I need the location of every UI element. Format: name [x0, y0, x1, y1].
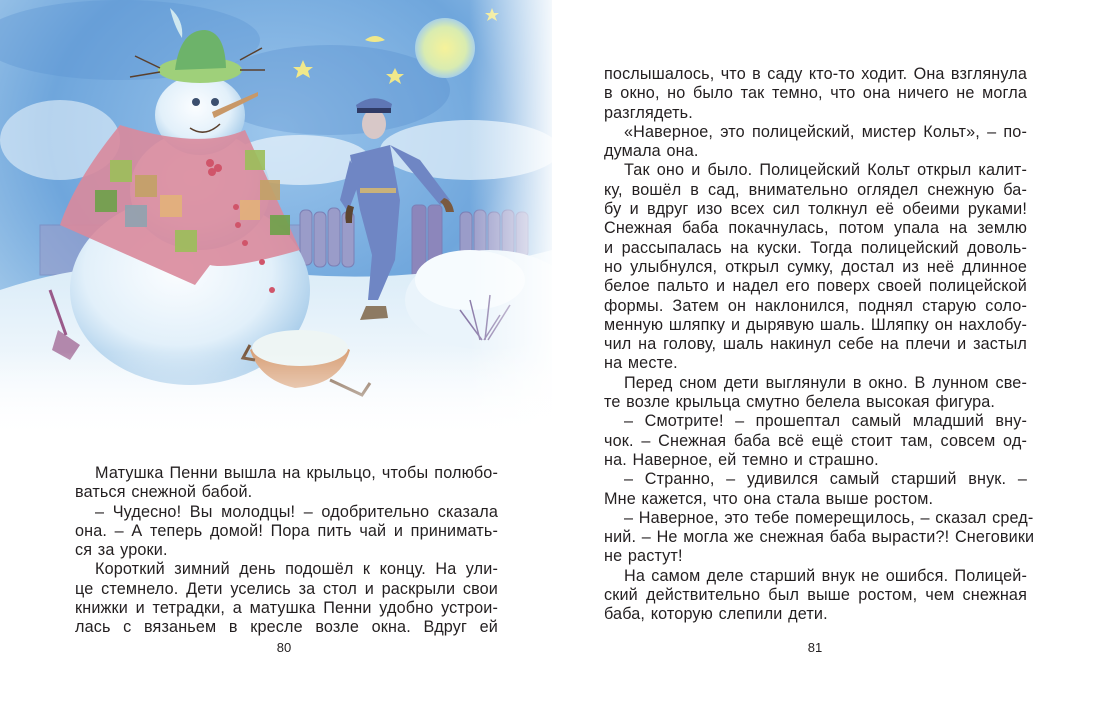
text-line: це стемнело. Дети уселись за стол и раскрыли свои	[75, 579, 498, 598]
text-line: баба, которую слепили дети.	[604, 605, 828, 624]
text-line: послышалось, что в саду кто-то ходит. Она взглянула	[604, 65, 1027, 83]
text-line: Перед сном дети выглянули в окно. В лунном све-	[624, 373, 1027, 392]
text-line: менную шляпку и дырявую шаль. Шляпку он нахлобу-	[604, 315, 1027, 334]
text-line: ваться снежной бабой.	[75, 483, 253, 502]
text-line: она. – А теперь домой! Пора пить чай и принимать-	[75, 521, 498, 540]
left-page-text	[75, 464, 498, 638]
page-number-right: 81	[807, 640, 823, 655]
text-line: Короткий зимний день подошёл к концу. На ули-	[95, 560, 498, 579]
text-line: бу и вдруг изо всех сил толкнул её обеими руками!	[604, 200, 1027, 219]
snowman-policeman-illustration	[0, 0, 552, 440]
text-line: не растут!	[604, 547, 683, 566]
page-number-left: 80	[276, 640, 292, 655]
text-line: – Наверное, это тебе померещилось, – сказал сред-	[624, 508, 1034, 527]
text-line: «Наверное, это полицейский, мистер Кольт», – по-	[624, 122, 1027, 141]
text-line: – Смотрите! – прошептал самый младший вну-	[624, 412, 1027, 431]
text-line: – Странно, – удивился самый старший внук. –	[624, 470, 1027, 489]
text-line: формы. Затем он наклонился, поднял старую соло-	[604, 296, 1027, 315]
text-line: в окно, но было так темно, что она ничего не могла	[604, 84, 1027, 103]
text-line: разглядеть.	[604, 103, 693, 122]
right-page-text	[604, 65, 1035, 625]
text-line: Мне кажется, что она стала выше ростом.	[604, 489, 934, 508]
text-line: ся за уроки.	[75, 541, 168, 560]
text-line: – Чудесно! Вы молодцы! – одобрительно сказала	[95, 502, 498, 521]
text-line: чок. – Снежная баба всё ещё стоит там, совсем од-	[604, 431, 1027, 450]
text-line: Матушка Пенни вышла на крыльцо, чтобы полюбо-	[95, 464, 498, 482]
text-line: те возле крыльца смутно белела высокая фигура.	[604, 393, 996, 412]
text-line: чил на голову, шаль накинул себе на плечи и застыл	[604, 335, 1027, 354]
right-page	[550, 0, 1100, 719]
text-line: Снежная баба покачнулась, потом упала на землю	[604, 219, 1027, 238]
text-line: лась с вязаньем в кресле возле окна. Вдруг ей	[75, 618, 498, 637]
text-line: ку, вошёл в сад, внимательно оглядел снежную ба-	[604, 180, 1027, 199]
text-line: но улыбнулся, открыл сумку, достал из неё длинное	[604, 257, 1027, 276]
text-line: думала она.	[604, 142, 699, 161]
text-line: на. Наверное, ей темно и страшно.	[604, 450, 879, 469]
text-line: Так оно и было. Полицейский Кольт открыл калит-	[624, 161, 1027, 180]
text-line: книжки и тетрадки, а матушка Пенни удобно устрои-	[75, 599, 498, 618]
text-line: белое пальто и надел его поверх своей полицейской	[604, 277, 1027, 296]
text-line: ний. – Не могла же снежная баба вырасти?! Снеговики	[604, 528, 1035, 547]
text-line: на месте.	[604, 354, 678, 373]
text-line: ский действительно был выше ростом, чем снежная	[604, 586, 1027, 605]
text-line: На самом деле старший внук не ошибся. Полицей-	[624, 566, 1027, 585]
text-line: и рассыпалась на куски. Тогда полицейский доволь-	[604, 238, 1027, 257]
